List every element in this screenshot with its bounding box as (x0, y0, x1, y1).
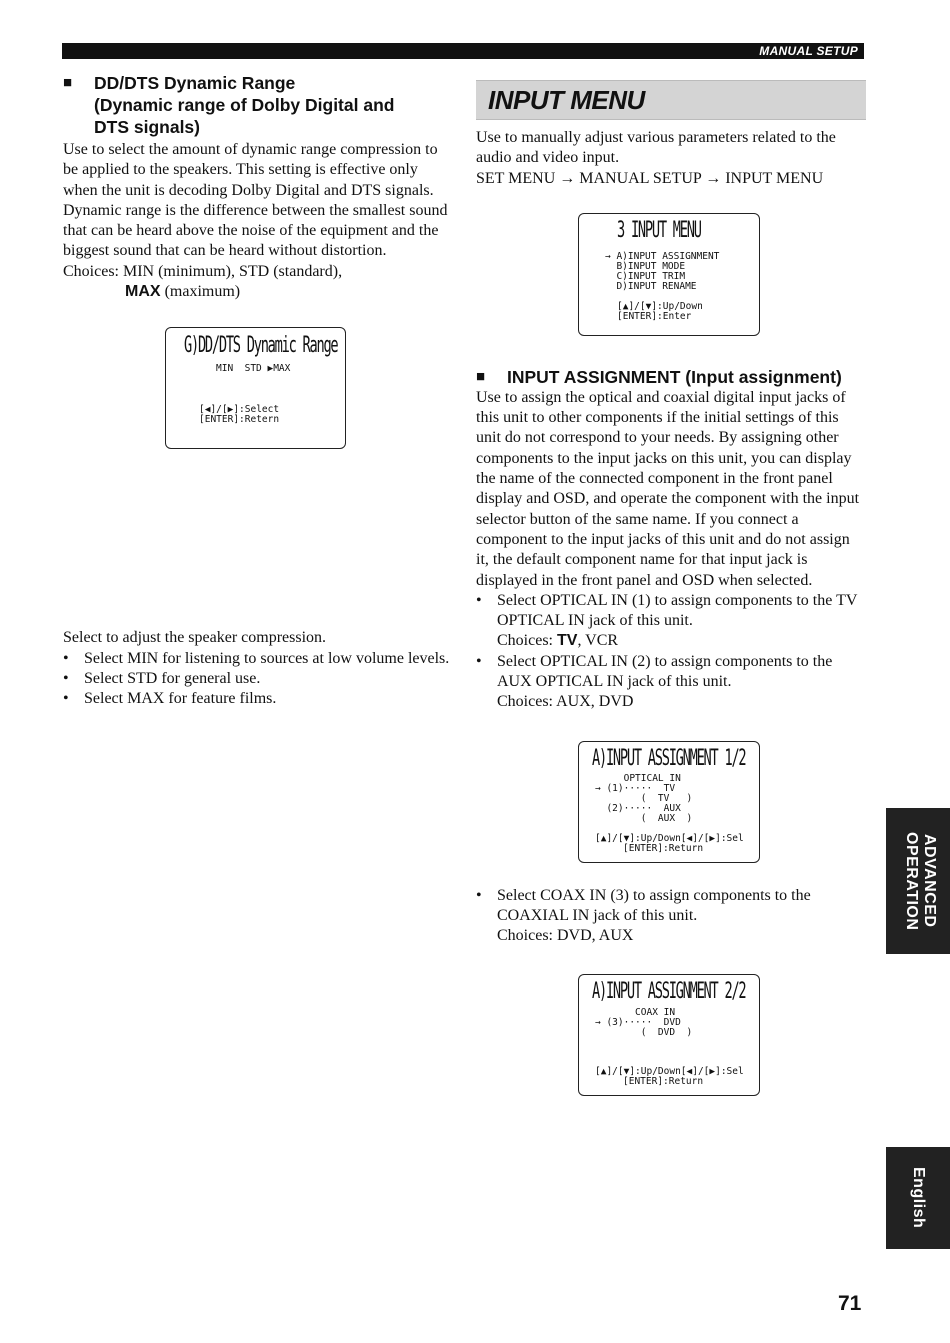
dynamic-range-heading (63, 72, 455, 138)
input-menu-title-bar (476, 80, 866, 120)
list-item: • Select STD for general use. (63, 669, 455, 689)
osd-nav-hint: [▲]/[▼]:Up/Down[◀]/[▶]:Sel (595, 1066, 744, 1077)
choices-max-line (63, 282, 455, 302)
osd-line: → (1)····· TV (595, 783, 676, 794)
menu-path: SET MENU → MANUAL SETUP → INPUT MENU (476, 169, 824, 187)
heading-line: DTS signals) (94, 117, 200, 137)
choice-default: TV (557, 632, 578, 650)
osd-enter-hint: [ENTER]:Enter (617, 311, 692, 322)
dynamic-range-bullets (63, 649, 455, 710)
osd-menu-item: C)INPUT TRIM (605, 271, 686, 282)
bullet-choices (497, 631, 866, 651)
square-bullet-icon: ■ (63, 74, 73, 91)
list-item (476, 591, 866, 652)
osd-menu-item: → A)INPUT ASSIGNMENT (605, 251, 720, 262)
osd-nav-hint: [▲]/[▼]:Up/Down (617, 301, 703, 312)
coax-bullets (476, 886, 866, 947)
english-tab (886, 1147, 950, 1249)
osd-line: ( DVD ) (595, 1027, 693, 1038)
advanced-operation-label: ADVANCED OPERATION (903, 831, 938, 931)
choices-rest: , VCR (577, 632, 619, 650)
osd-title: A)INPUT ASSIGNMENT 1/2 (592, 746, 746, 771)
osd-title: A)INPUT ASSIGNMENT 2/2 (592, 979, 746, 1004)
osd-menu-item: D)INPUT RENAME (605, 281, 697, 292)
choices-prefix: Choices: (497, 632, 557, 650)
bullet-text: • Select OPTICAL IN (2) to assign components to the AUX OPTICAL IN jack of this unit. (497, 652, 833, 691)
list-item: • Select MAX for feature films. (63, 689, 455, 709)
list-item: • Select MIN for listening to sources at low volume levels. (63, 649, 455, 669)
osd-menu-item: B)INPUT MODE (605, 261, 686, 272)
osd-enter-hint: [ENTER]:Retern (199, 414, 280, 425)
bullet-choices: Choices: DVD, AUX (497, 927, 634, 945)
input-assignment-bullets (476, 591, 866, 713)
osd-line: ( AUX ) (595, 813, 693, 824)
osd-input-assignment-1-screen (578, 741, 760, 863)
osd-title: 3 INPUT MENU (617, 218, 701, 243)
osd-nav-hint: [▲]/[▼]:Up/Down[◀]/[▶]:Sel (595, 833, 744, 844)
osd-line: COAX IN (595, 1007, 676, 1018)
choices-line: Choices: MIN (minimum), STD (standard), (63, 262, 343, 280)
choice-max-desc: (maximum) (160, 283, 241, 301)
list-item (476, 886, 866, 947)
osd-enter-hint: [ENTER]:Return (623, 843, 704, 854)
osd-options: MIN STD ▶MAX (216, 363, 291, 374)
square-bullet-icon: ■ (476, 367, 486, 385)
bullet-text: • Select COAX IN (3) to assign components to the COAXIAL IN jack of this unit. (497, 886, 811, 924)
english-label: English (910, 1167, 927, 1229)
advanced-operation-tab (886, 808, 950, 954)
osd-nav-hint: [◀]/[▶]:Select (199, 404, 280, 415)
page-number: 71 (838, 1292, 862, 1315)
bullet-text: • Select OPTICAL IN (1) to assign components to the TV OPTICAL IN jack of this unit. (497, 591, 858, 630)
osd-enter-hint: [ENTER]:Return (623, 1076, 704, 1087)
heading-line: DD/DTS Dynamic Range (94, 73, 296, 93)
osd-dynamic-range-screen (165, 327, 346, 449)
after-screen-text: Select to adjust the speaker compression. (63, 629, 327, 647)
section-label: MANUAL SETUP (759, 44, 858, 58)
osd-line: → (3)····· DVD (595, 1017, 681, 1028)
list-item (476, 652, 866, 713)
bullet-choices: Choices: AUX, DVD (497, 693, 634, 711)
input-assignment-description: Use to assign the optical and coaxial digital input jacks of this unit to other components if the initial settings of this unit do not correspond to your needs. By assigning other components to the input jacks on this unit, you can display the name of the connected component in the front panel display and OSD, and operate the component with the input selector button of the same name. If you connect a component to the input jacks of this unit and do not assign it, the default component name for that input jack is displayed in the front panel and OSD when selected. (476, 388, 860, 589)
osd-line: (2)····· AUX (595, 803, 681, 814)
choice-max-default: MAX (125, 283, 161, 301)
osd-input-assignment-2-screen (578, 974, 760, 1096)
input-menu-intro: Use to manually adjust various parameters related to the audio and video input. (476, 129, 836, 167)
header-bar (62, 43, 864, 59)
input-assignment-heading (476, 366, 866, 388)
input-menu-title: INPUT MENU (488, 85, 645, 115)
heading-line: (Dynamic range of Dolby Digital and (94, 95, 395, 115)
heading-line: INPUT ASSIGNMENT (Input assignment) (507, 366, 842, 387)
osd-line: OPTICAL IN (595, 773, 681, 784)
osd-line: ( TV ) (595, 793, 693, 804)
dynamic-range-description: Use to select the amount of dynamic range compression to be applied to the speakers. This setting is effective only when the unit is decoding Dolby Digital and DTS signals. Dynamic range is the difference between the smallest sound that can be heard above the noise of the equipment and the biggest sound that can be heard without distortion. (63, 141, 448, 260)
osd-input-menu-screen (578, 213, 760, 336)
osd-title: G)DD/DTS Dynamic Range (184, 333, 338, 358)
